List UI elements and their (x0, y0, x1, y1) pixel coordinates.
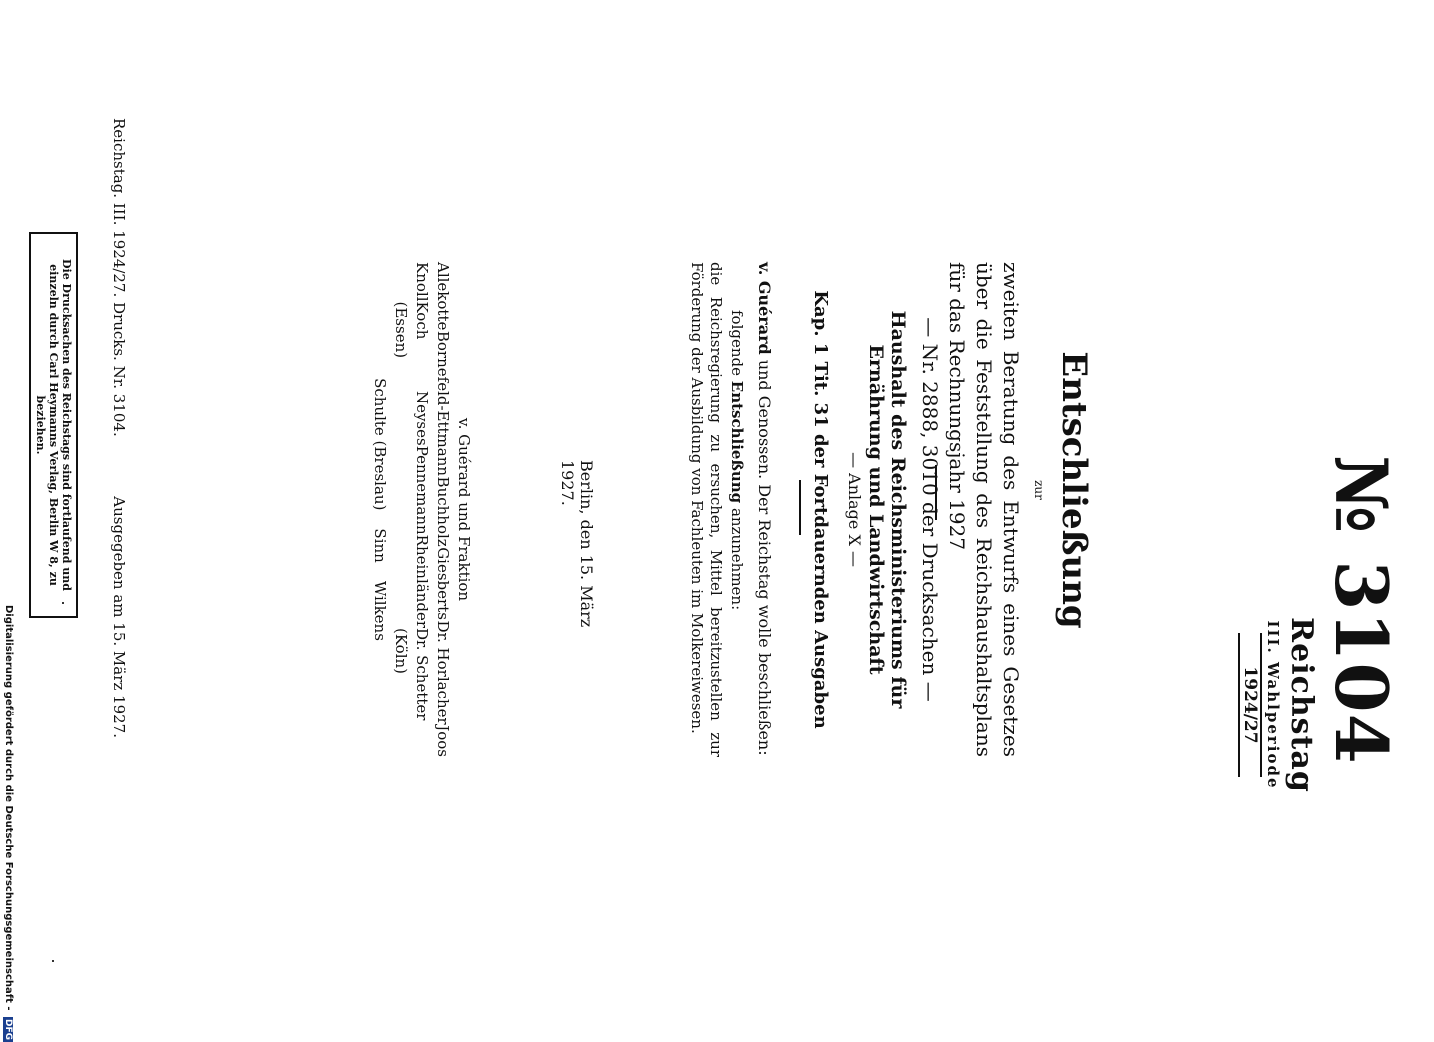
document-number: № 3104 (1319, 455, 1404, 765)
dfg-logo: DFG (3, 1019, 13, 1041)
resolution-intro-c: anzunehmen: (728, 507, 746, 611)
signer-name: Schulte (Breslau) (371, 378, 389, 511)
document-date: Berlin, den 15. März 1927. (558, 460, 596, 628)
resolution-text: die Reichsregierung zu ersuchen, Mittel bereitzustellen zur Förderung der Ausbildung von Fachleuten im Molkereiwesen. (688, 262, 725, 757)
signer-name: Pennemann (413, 445, 431, 535)
signer-name: Koch (Essen) (392, 301, 431, 359)
resolution-intro-b: Entschließung (728, 380, 746, 504)
divider (799, 480, 801, 535)
signer-name: Rheinländer (413, 534, 431, 629)
scan-speck (62, 602, 64, 604)
footer-right: Ausgegeben am 15. März 1927. (110, 496, 128, 738)
signer-name: Knoll (413, 262, 431, 302)
signer-name: Wilkens (371, 580, 389, 641)
signers-row-3 (369, 262, 390, 757)
period-years: 1924/27 (1238, 633, 1262, 777)
distribution-notice: Die Drucksachen des Reichstags sind fortlaufend und einzeln durch Carl Heymanns Verlag, Berlin W 8, zu beziehen. (29, 232, 78, 618)
reichstag-header (1238, 615, 1319, 795)
dfg-attribution-text: Digitalisierung gefördert durch die Deutsche Forschungsgemeinschaft - (3, 605, 14, 1011)
scan-speck (52, 960, 54, 962)
footer-left: Reichstag. III. 1924/27. Drucks. Nr. 3104. (110, 118, 128, 437)
signer-name: Dr. Horlacher (434, 620, 452, 725)
signers-row-2 (390, 262, 432, 757)
annex-label: — Anlage X — (845, 452, 864, 567)
signers-row-1 (432, 262, 453, 757)
signers-block (369, 262, 474, 757)
signer-name: Bornefeld-Ettmann (434, 330, 452, 477)
signer-name: Buchholz (434, 476, 452, 547)
resolution-intro-a: folgende (728, 310, 746, 376)
chapter-title: Kap. 1 Tit. 31 der Fortdauernden Ausgaben (810, 290, 831, 729)
signer-name: Neyses (413, 390, 431, 446)
intro-reference: — Nr. 2888, 3010 der Drucksachen — (918, 317, 942, 702)
lead-name: v. Guérard (755, 262, 774, 355)
heading-zur: zur (1032, 480, 1046, 500)
document-heading: Entschließung (1054, 351, 1094, 629)
electoral-period: III. Wahlperiode (1264, 620, 1282, 790)
intro-paragraph (916, 262, 1024, 757)
resolution-body (687, 262, 746, 757)
intro-text: zweiten Beratung des Entwurfs eines Gesetzes über die Feststellung des Reichshaushaltsplans für das Rechnungsjahr 1927 (945, 262, 1023, 757)
signers-head: v. Guérard und Fraktion (455, 417, 473, 602)
signer-name: Joos (434, 725, 452, 757)
footer-line (110, 118, 128, 738)
budget-title: Haushalt des Reichsministeriums für Ernährung und Landwirtschaft (865, 310, 909, 709)
divider (935, 465, 937, 520)
lead-rest: und Genossen. Der Reichstag wolle beschließen: (755, 359, 774, 756)
dfg-attribution (3, 605, 14, 1042)
resolution-intro (728, 262, 746, 757)
signer-name: Giesberts (434, 547, 452, 620)
signer-name: Dr. Schetter (Köln) (392, 628, 431, 721)
signer-name: Sinn (371, 528, 389, 563)
signer-name: Allekotte (434, 262, 452, 331)
lead-sentence (755, 262, 774, 757)
reichstag-title: Reichstag (1284, 617, 1319, 793)
